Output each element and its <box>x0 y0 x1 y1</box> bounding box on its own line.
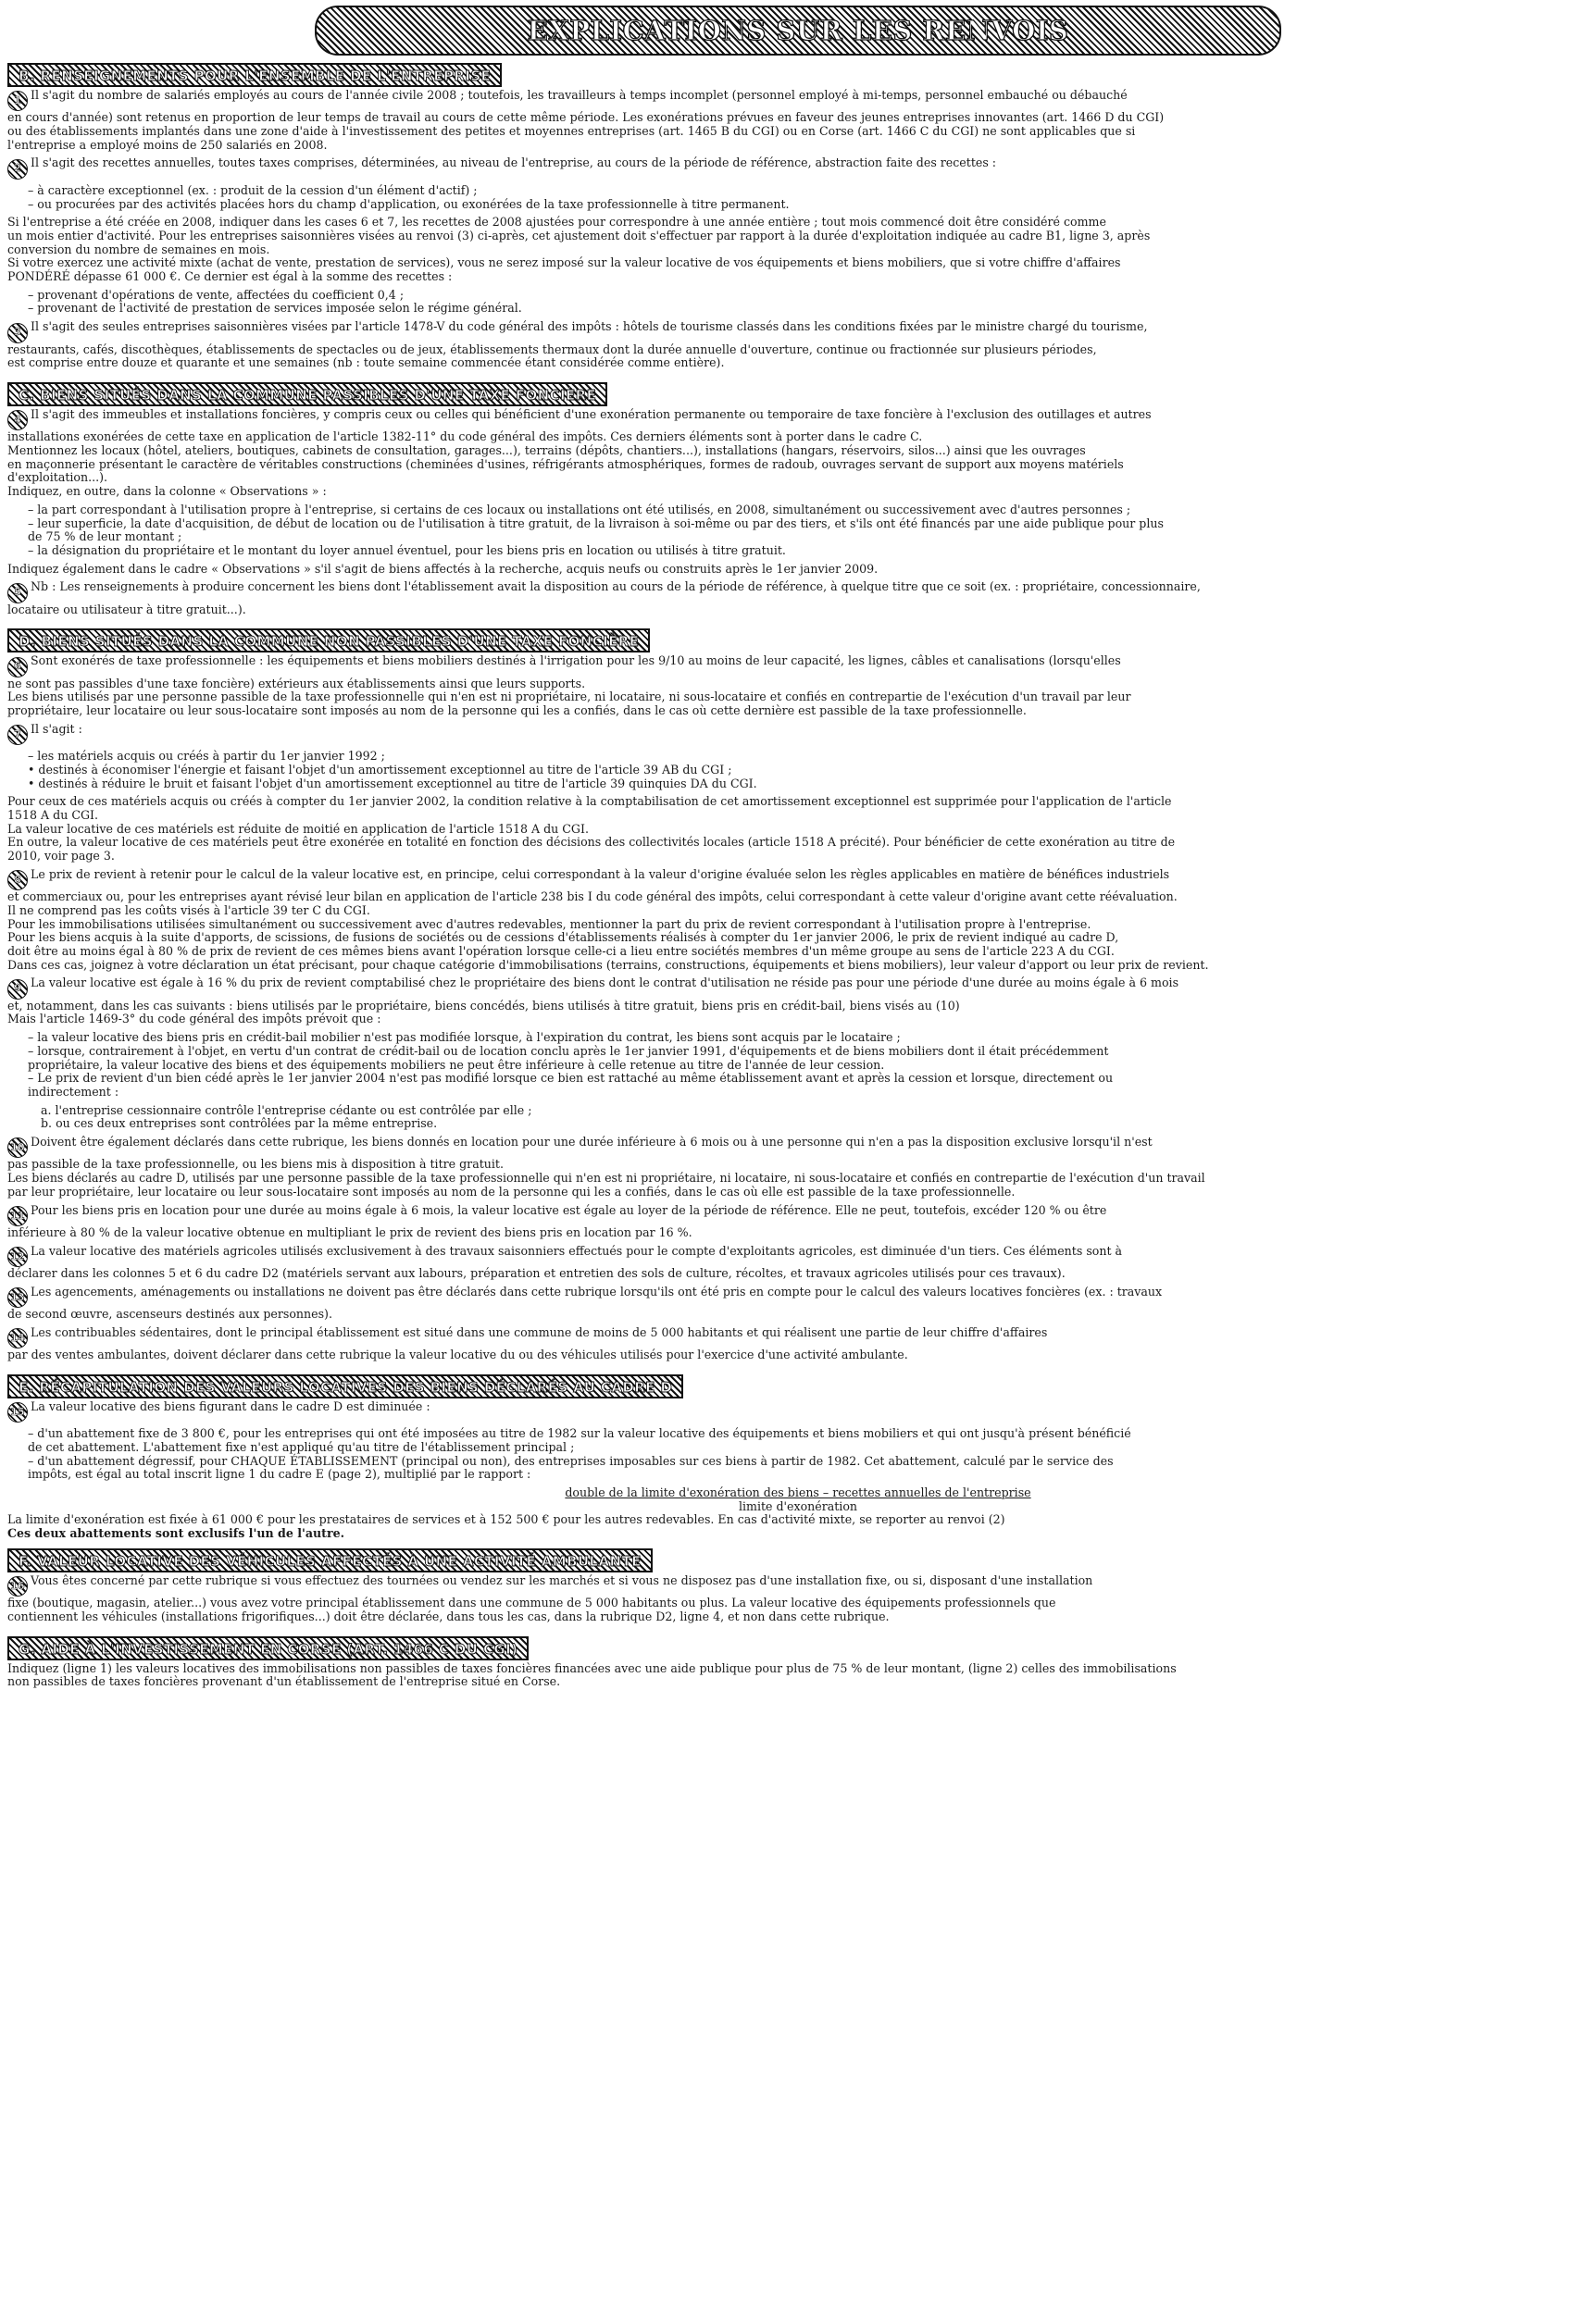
text-line: indirectement : <box>28 1084 119 1099</box>
section <box>7 56 1589 370</box>
section-heading-text: B. RENSEIGNEMENTS POUR L'ENSEMBLE DE L'ENTREPRISE <box>19 68 492 84</box>
note-block <box>7 1031 1589 1100</box>
text-line: doit être au moins égal à 80 % de prix de revient de ces mêmes biens avant l'opération lorsque celle-ci a lieu entre sociétés membres d'un même groupe au sens de l'article 223 A du CGI. <box>7 944 1115 958</box>
text-line: – la valeur locative des biens pris en crédit-bail mobilier n'est pas modifiée lorsque, à l'expiration du contrat, les biens sont acquis par le locataire ; <box>28 1030 901 1045</box>
text-line: 6 Sont exonérés de taxe professionnelle : les équipements et biens mobiliers destinés à l'irrigation pour les 9/10 au moins de leur capacité, les lignes, câbles et canalisations (lorsqu'elles <box>7 654 1589 677</box>
text-line: 9 La valeur locative est égale à 16 % du prix de revient comptabilisé chez le propriétaire des biens dont le contrat d'utilisation ne réside pas pour une période d'une durée au moins égale à 6 mois <box>7 976 1589 999</box>
note-block <box>7 750 1589 790</box>
text-line: de second œuvre, ascenseurs destinés aux personnes). <box>7 1307 332 1322</box>
text-line: 2010, voir page 3. <box>7 849 115 864</box>
section-heading <box>7 382 607 406</box>
text-line: ne sont pas passibles d'une taxe foncière) extérieurs aux établissements ainsi que leurs supports. <box>7 676 586 690</box>
text-line: • destinés à réduire le bruit et faisant l'objet d'un amortissement exceptionnel au titre de l'article 39 quinquies DA du CGI. <box>28 776 757 790</box>
text-line: – d'un abattement dégressif, pour CHAQUE ÉTABLISSEMENT (principal ou non), des entreprises imposables sur ces biens à partir de 1982. Cet abattement, calculé par le service des <box>28 1453 1114 1468</box>
renvoi-number-badge <box>7 410 28 430</box>
formula-numerator <box>7 1486 1589 1500</box>
text-line: Ces deux abattements sont exclusifs l'un de l'autre. <box>7 1526 345 1541</box>
renvoi-number: 8 <box>14 873 21 886</box>
renvoi-number: 4 <box>14 413 21 426</box>
renvoi-number-badge <box>7 657 28 677</box>
text-line: est comprise entre douze et quarante et une semaines (nb : toute semaine commencée étant considérée comme entière). <box>7 355 725 370</box>
text-line: conversion du nombre de semaines en mois. <box>7 242 270 256</box>
text-line: fixe (boutique, magasin, atelier...) vous avez votre principal établissement dans une commune de 5 000 habitants ou plus. La valeur locative des équipements professionnels que <box>7 1596 1056 1610</box>
renvoi-number: 9 <box>14 982 21 995</box>
renvoi-number-badge <box>7 159 28 180</box>
renvoi-number-badge <box>7 1576 28 1597</box>
note-block <box>7 1286 1589 1322</box>
text-line: Pour les immobilisations utilisées simultanément ou successivement avec d'autres redevables, mentionner la part du prix de revient correspondant à l'utilisation propre à l'entreprise. <box>7 916 1091 931</box>
text-line: locataire ou utilisateur à titre gratuit...). <box>7 602 246 616</box>
section <box>7 1541 1589 1624</box>
text-line: 1518 A du CGI. <box>7 808 99 823</box>
note-block <box>7 1136 1589 1199</box>
text-line: Indiquez, en outre, dans la colonne « Observations » : <box>7 484 327 499</box>
text-line: en maçonnerie présentant le caractère de véritables constructions (cheminées d'usines, réfrigérants atmosphériques, formes de radoub, ouvrages servant de support aux moyens matériels <box>7 456 1124 471</box>
renvoi-number: 3 <box>14 326 21 339</box>
text-line: 13 Les agencements, aménagements ou installations ne doivent pas être déclarés dans cette rubrique lorsqu'ils ont été pris en compte pour le calcul des valeurs locatives foncières (ex. : travaux <box>7 1286 1589 1308</box>
text-line: contiennent les véhicules (installations frigorifiques...) doit être déclarée, dans tous les cas, dans la rubrique D2, ligne 4, et non dans cette rubrique. <box>7 1609 890 1623</box>
note-block <box>7 1204 1589 1240</box>
text-line: par des ventes ambulantes, doivent déclarer dans cette rubrique la valeur locative du ou des véhicules utilisés pour l'exercice d'une activité ambulante. <box>7 1348 908 1362</box>
section <box>7 1629 1589 1689</box>
renvoi-number: 1 <box>14 94 21 106</box>
text-line: impôts, est égal au total inscrit ligne 1 du cadre E (page 2), multiplié par le rapport : <box>28 1467 531 1482</box>
text-line: – leur superficie, la date d'acquisition, de début de location ou de l'utilisation à titre gratuit, de la livraison à soi-même ou par des tiers, et s'ils ont été financés par une aide publique pour plus <box>28 516 1164 530</box>
renvoi-number-badge <box>7 91 28 111</box>
text-line: PONDÉRÉ dépasse 61 000 €. Ce dernier est égal à la somme des recettes : <box>7 269 453 284</box>
text-line: La valeur locative de ces matériels est réduite de moitié en application de l'article 1518 A du CGI. <box>7 821 589 836</box>
text-line: restaurants, cafés, discothèques, établissements de spectacles ou de jeux, établissements thermaux dont la durée annuelle d'ouverture, continue ou fractionnée sur plusieurs périodes, <box>7 342 1097 356</box>
text-line: installations exonérées de cette taxe en application de l'article 1382-11° du code général des impôts. Ces derniers éléments sont à porter dans le cadre C. <box>7 429 923 444</box>
text-line: – la désignation du propriétaire et le montant du loyer annuel éventuel, pour les biens pris en location ou utilisés à titre gratuit. <box>28 542 786 557</box>
text-line: 3 Il s'agit des seules entreprises saisonnières visées par l'article 1478-V du code général des impôts : hôtels de tourisme classés dans les conditions fixées par le ministre chargé du tourisme, <box>7 320 1589 342</box>
renvoi-number-badge <box>7 1287 28 1308</box>
text-line: Indiquez également dans le cadre « Observations » s'il s'agit de biens affectés à la recherche, acquis neufs ou construits après le 1er janvier 2009. <box>7 561 879 576</box>
note-block <box>7 1427 1589 1482</box>
text-line: non passibles de taxes foncières provenant d'un établissement de l'entreprise situé en Corse. <box>7 1674 561 1689</box>
note-block <box>7 1104 1589 1131</box>
renvoi-number: 6 <box>14 660 21 673</box>
text-line: propriétaire, la valeur locative des biens et des équipements mobiliers ne peut être inférieure à celle retenue au titre de l'année de leur cession. <box>28 1057 885 1072</box>
note-block <box>7 216 1589 284</box>
text-line: – à caractère exceptionnel (ex. : produit de la cession d'un élément d'actif) ; <box>28 182 478 197</box>
text-line: Indiquez (ligne 1) les valeurs locatives des immobilisations non passibles de taxes foncières financées avec une aide publique pour plus de 75 % de leur montant, (ligne 2) celles des immobilisations <box>7 1660 1177 1675</box>
note-block <box>7 320 1589 370</box>
renvoi-number-badge <box>7 1328 28 1348</box>
document-page <box>7 6 1589 1694</box>
text-line: inférieure à 80 % de la valeur locative obtenue en multipliant le prix de revient des biens pris en location par 16 %. <box>7 1224 692 1239</box>
text-line: de cet abattement. L'abattement fixe n'est appliqué qu'au titre de l'établissement principal ; <box>28 1439 575 1454</box>
note-block <box>7 868 1589 973</box>
renvoi-number: 11 <box>10 1209 25 1222</box>
text-line: – les matériels acquis ou créés à partir du 1er janvier 1992 ; <box>28 749 385 764</box>
text-line: de 75 % de leur montant ; <box>28 529 182 544</box>
note-block <box>7 563 1589 577</box>
renvoi-number-badge <box>7 725 28 745</box>
note-block <box>7 289 1589 316</box>
text-line: Si votre exercez une activité mixte (achat de vente, prestation de services), vous ne serez imposé sur la valeur locative de vos équipements et biens mobiliers, que si votre chiffre d'affaires <box>7 255 1121 270</box>
renvoi-number: 14 <box>10 1331 25 1344</box>
note-block <box>7 1662 1589 1689</box>
section-heading <box>7 1548 653 1572</box>
note-block <box>7 1326 1589 1362</box>
text-line: – d'un abattement fixe de 3 800 €, pour les entreprises qui ont été imposées au titre de 1982 sur la valeur locative des équipements et biens mobiliers et qui ont jusqu'à présent bénéficié <box>28 1426 1131 1441</box>
text-line: 8 Le prix de revient à retenir pour le calcul de la valeur locative est, en principe, celui correspondant à la valeur d'origine évaluée selon les règles applicables en matière de bénéfices industriels <box>7 868 1589 890</box>
note-block <box>7 89 1589 152</box>
text-line: En outre, la valeur locative de ces matériels peut être exonérée en totalité en fonction des décisions des collectivités locales (article 1518 A précité). Pour bénéficier de cette exonération au titre de <box>7 835 1176 850</box>
text-line: Si l'entreprise a été créée en 2008, indiquer dans les cases 6 et 7, les recettes de 2008 ajustées pour correspondre à une année entière ; tout mois commencé doit être considéré comme <box>7 215 1106 230</box>
formula-denominator: limite d'exonération <box>738 1498 858 1513</box>
text-line: 15 La valeur locative des biens figurant dans le cadre D est diminuée : <box>7 1400 1589 1423</box>
note-block <box>7 723 1589 745</box>
text-line: – provenant de l'activité de prestation de services imposée selon le régime général. <box>28 301 522 316</box>
section <box>7 621 1589 1361</box>
renvoi-number-badge <box>7 979 28 1000</box>
text-line: ou des établissements implantés dans une zone d'aide à l'investissement des petites et moyennes entreprises (art. 1465 B du CGI) ou en Corse (art. 1466 C du CGI) ne sont applicables que si <box>7 124 1136 139</box>
section-heading-text: F. VALEUR LOCATIVE DES VÉHICULES AFFECTÉS À UNE ACTIVITÉ AMBULANTE <box>19 1552 642 1570</box>
renvoi-number-badge <box>7 1206 28 1226</box>
section-heading-text: D. BIENS SITUÉS DANS LA COMMUNE NON PASSIBLES D'UNE TAXE FONCIÈRE <box>19 633 640 651</box>
text-line: Il ne comprend pas les coûts visés à l'article 39 ter C du CGI. <box>7 902 370 917</box>
text-line: 7 Il s'agit : <box>7 723 1589 745</box>
section-heading-text: C. BIENS SITUÉS DANS LA COMMUNE PASSIBLES D'UNE TAXE FONCIÈRE <box>19 386 597 404</box>
text-line: Mais l'article 1469-3° du code général des impôts prévoit que : <box>7 1012 381 1026</box>
text-line: 5 Nb : Les renseignements à produire concernent les biens dont l'établissement avait la disposition au cours de la période de référence, à quelque titre que ce soit (ex. : propriétaire, concessionnaire, <box>7 580 1589 603</box>
text-line: l'entreprise a employé moins de 250 salariés en 2008. <box>7 137 328 152</box>
text-line: Dans ces cas, joignez à votre déclaration un état précisant, pour chaque catégorie d'immobilisations (terrains, constructions, équipements et biens mobiliers), leur valeur d'apport ou leur prix de revient. <box>7 957 1209 972</box>
section-heading <box>7 63 502 87</box>
note-block <box>7 184 1589 211</box>
renvoi-number-badge <box>7 1402 28 1423</box>
text-line: un mois entier d'activité. Pour les entreprises saisonnières visées au renvoi (3) ci-après, cet ajustement doit s'effectuer par rapport à la durée d'exploitation indiquée au cadre B1, ligne 3, après <box>7 228 1151 242</box>
text-line: 11 Pour les biens pris en location pour une durée au moins égale à 6 mois, la valeur locative est égale au loyer de la période de référence. Elle ne peut, toutefois, excéder 120 % ou être <box>7 1204 1589 1226</box>
text-line: Pour les biens acquis à la suite d'apports, de scissions, de fusions de sociétés ou de cessions d'établissements réalisés à compter du 1er janvier 2006, le prix de revient indiqué au cadre D, <box>7 930 1119 945</box>
text-line: – Le prix de revient d'un bien cédé après le 1er janvier 2004 n'est pas modifié lorsque ce bien est rattaché au même établissement avant et après la cession et lorsque, directement ou <box>28 1071 1114 1086</box>
text-line: 14 Les contribuables sédentaires, dont le principal établissement est situé dans une commune de moins de 5 000 habitants et qui réalisent une partie de leur chiffre d'affaires <box>7 1326 1589 1348</box>
section-heading-text: G. AIDE À L'INVESTISSEMENT EN CORSE (ART. 1466 C DU CGI) <box>19 1640 518 1658</box>
note-block <box>7 795 1589 864</box>
text-line: par leur propriétaire, leur locataire ou leur sous-locataire sont imposés au nom de la personne qui les a confiés, dans le cas où elle est passible de la taxe professionnelle. <box>7 1184 1016 1199</box>
title-banner <box>315 6 1281 56</box>
text-line: 16 Vous êtes concerné par cette rubrique si vous effectuez des tournées ou vendez sur les marchés et si vous ne disposez pas d'une installation fixe, ou si, disposant d'une installation <box>7 1574 1589 1597</box>
text-line: Les biens utilisés par une personne passible de la taxe professionnelle qui n'en est ni propriétaire, ni locataire, ni sous-locataire et confiés en contrepartie de l'exécution d'un travail par leur <box>7 690 1131 704</box>
text-line: et commerciaux ou, pour les entreprises ayant révisé leur bilan en application de l'article 238 bis I du code général des impôts, celui correspondant à cette valeur d'origine avant cette réévaluation. <box>7 889 1178 904</box>
document-content <box>7 56 1589 1689</box>
text-line: – ou procurées par des activités placées hors du champ d'application, ou exonérées de la taxe professionnelle à titre permanent. <box>28 196 790 211</box>
note-block <box>7 976 1589 1026</box>
renvoi-number-badge <box>7 1247 28 1267</box>
renvoi-number: 7 <box>14 727 21 740</box>
text-line: 12 La valeur locative des matériels agricoles utilisés exclusivement à des travaux saisonniers effectués pour le compte d'exploitants agricoles, est diminuée d'un tiers. Ces éléments sont à <box>7 1245 1589 1267</box>
text-line: déclarer dans les colonnes 5 et 6 du cadre D2 (matériels servant aux labours, préparation et entretien des sols de culture, récoltes, et travaux agricoles utilisés pour ces travaux). <box>7 1265 1066 1280</box>
page-title: EXPLICATIONS SUR LES RENVOIS <box>527 15 1069 46</box>
note-block <box>7 1400 1589 1423</box>
text-line: propriétaire, leur locataire ou leur sous-locataire sont imposés au nom de la personne qui les a confiés, dans le cas où cette dernière est passible de la taxe professionnelle. <box>7 703 1027 718</box>
renvoi-number: 10 <box>10 1141 25 1154</box>
renvoi-number: 16 <box>10 1579 25 1592</box>
text-line: pas passible de la taxe professionnelle, ou les biens mis à disposition à titre gratuit. <box>7 1157 504 1172</box>
text-line: Mentionnez les locaux (hôtel, ateliers, boutiques, cabinets de consultation, garages...), terrains (dépôts, chantiers...), installations (hangars, réservoirs, silos...) ainsi que les ouvrages <box>7 442 1086 457</box>
section-heading <box>7 1374 683 1398</box>
text-line: • destinés à économiser l'énergie et faisant l'objet d'un amortissement exceptionnel au titre de l'article 39 AB du CGI ; <box>28 762 732 777</box>
text-line: Les biens déclarés au cadre D, utilisés par une personne passible de la taxe professionnelle qui n'en est ni propriétaire, ni locataire, ni sous-locataire et confiés en contrepartie de l'exécution d'un travail <box>7 1171 1205 1186</box>
renvoi-number: 5 <box>14 586 21 599</box>
text-line: – la part correspondant à l'utilisation propre à l'entreprise, si certains de ces locaux ou installations ont été utilisés, en 2008, simultanément ou successivement avec d'autres personnes ; <box>28 502 1131 516</box>
text-line: 2 Il s'agit des recettes annuelles, toutes taxes comprises, déterminées, au niveau de l'entreprise, au cours de la période de référence, abstraction faite des recettes : <box>7 156 1589 179</box>
text-line: 4 Il s'agit des immeubles et installations foncières, y compris ceux ou celles qui bénéficient d'une exonération permanente ou temporaire de taxe foncière à l'exclusion des outillages et autres <box>7 408 1589 430</box>
text-line: Pour ceux de ces matériels acquis ou créés à compter du 1er janvier 2002, la condition relative à la comptabilisation de cet amortissement exceptionnel est supprimée pour l'application de l'article <box>7 794 1172 809</box>
renvoi-number: 2 <box>14 162 21 175</box>
text-line: b. ou ces deux entreprises sont contrôlées par la même entreprise. <box>41 1116 438 1131</box>
renvoi-number-badge <box>7 1137 28 1158</box>
note-block <box>7 1245 1589 1281</box>
formula-numerator-text: double de la limite d'exonération des biens – recettes annuelles de l'entreprise <box>565 1485 1031 1499</box>
section-heading <box>7 628 650 652</box>
text-line: en cours d'année) sont retenus en proportion de leur temps de travail au cours de cette même période. Les exonérations prévues en faveur des jeunes entreprises innovantes (art. 1466 D du CGI) <box>7 110 1165 125</box>
section-heading-text: E. RÉCAPITULATION DES VALEURS LOCATIVES DES BIENS DÉCLARÉS AU CADRE D <box>19 1378 673 1396</box>
note-block <box>7 503 1589 558</box>
text-line: a. l'entreprise cessionnaire contrôle l'entreprise cédante ou est contrôlée par elle ; <box>41 1102 532 1117</box>
text-line: d'exploitation...). <box>7 470 108 485</box>
note-block <box>7 654 1589 717</box>
text-line: – provenant d'opérations de vente, affectées du coefficient 0,4 ; <box>28 287 405 302</box>
renvoi-number: 12 <box>10 1249 25 1262</box>
renvoi-number: 15 <box>10 1405 25 1418</box>
note-block <box>7 580 1589 616</box>
renvoi-number-badge <box>7 870 28 890</box>
note-block <box>7 1574 1589 1624</box>
text-line: – lorsque, contrairement à l'objet, en vertu d'un contrat de crédit-bail ou de location conclu après le 1er janvier 1991, d'équipements et de biens mobiliers dont il était précédemment <box>28 1043 1109 1058</box>
text-line: 1 Il s'agit du nombre de salariés employés au cours de l'année civile 2008 ; toutefois, les travailleurs à temps incomplet (personnel employé à mi-temps, personnel embauché ou débauché <box>7 89 1589 111</box>
text-line: et, notamment, dans les cas suivants : biens utilisés par le propriétaire, biens concédés, biens utilisés à titre gratuit, biens pris en crédit-bail, biens visés au (10) <box>7 998 960 1013</box>
text-line: La limite d'exonération est fixée à 61 000 € pour les prestataires de services et à 152 500 € pour les autres redevables. En cas d'activité mixte, se reporter au renvoi (2) <box>7 1512 1005 1527</box>
section <box>7 375 1589 616</box>
section-heading <box>7 1636 529 1660</box>
note-block <box>7 408 1589 499</box>
renvoi-number: 13 <box>10 1290 25 1303</box>
note-block <box>7 156 1589 179</box>
section <box>7 1367 1589 1541</box>
renvoi-number-badge <box>7 583 28 603</box>
renvoi-number-badge <box>7 323 28 343</box>
text-line: 10 Doivent être également déclarés dans cette rubrique, les biens donnés en location pour une durée inférieure à 6 mois ou à une personne qui n'en a pas la disposition exclusive lorsqu'il n'est <box>7 1136 1589 1158</box>
